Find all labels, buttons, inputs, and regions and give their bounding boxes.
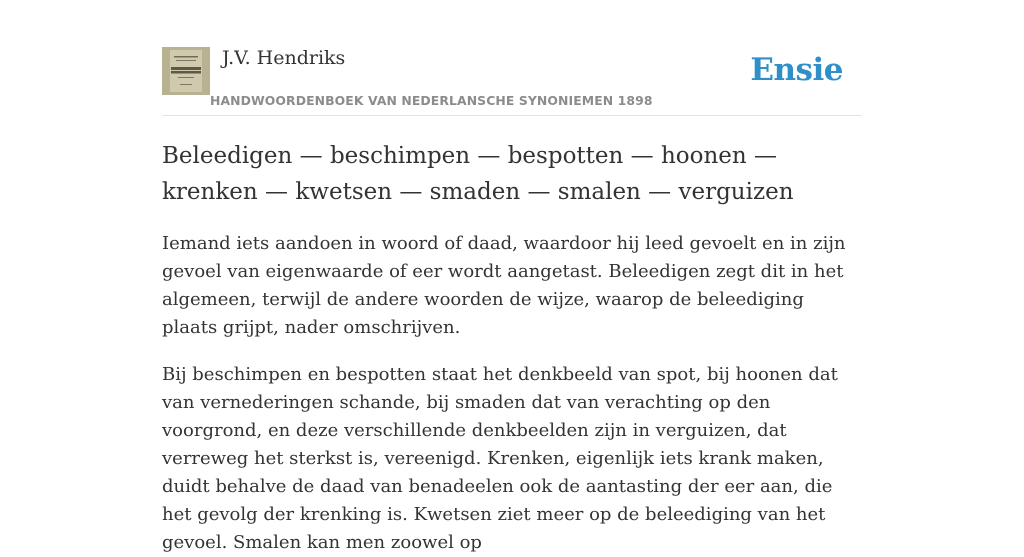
article-paragraph-1: Iemand iets aandoen in woord of daad, waardoor hij leed gevoelt en in zijn gevoel van eigenwaarde of eer wordt aangetast. Beleedigen zegt dit in het algemeen, terwijl de andere woorden de wijze, waarop de beleediging plaats grijpt, nader omschrijven. xyxy=(162,233,846,338)
article-paragraph-2: Bij beschimpen en bespotten staat het denkbeeld van spot, bij hoonen dat van vernederingen schande, bij smaden dat van verachting op den voorgrond, en deze verschillende denkbeelden zijn in verguizen, dat verreweg het sterkst is, vereenigd. Krenken, eigenlijk iets krank maken, duidt behalve de daad van benadeelen ook de aantasting der eer aan, die het gevolg der krenking is. Kwetsen ziet meer op de beleediging van het gevoel. Smalen kan men zoowel op xyxy=(162,364,838,553)
author-name[interactable]: J.V. Hendriks xyxy=(222,47,346,69)
content-container xyxy=(162,0,862,557)
source-title[interactable]: HANDWOORDENBOEK VAN NEDERLANSCHE SYNONIEMEN 1898 xyxy=(210,93,653,108)
book-cover-icon[interactable] xyxy=(162,47,210,95)
article-title: Beleedigen — beschimpen — bespotten — hoonen — krenken — kwetsen — smaden — smalen — verguizen xyxy=(162,143,794,205)
ensie-logo[interactable]: Ensie xyxy=(750,52,843,88)
article-header xyxy=(162,0,862,116)
